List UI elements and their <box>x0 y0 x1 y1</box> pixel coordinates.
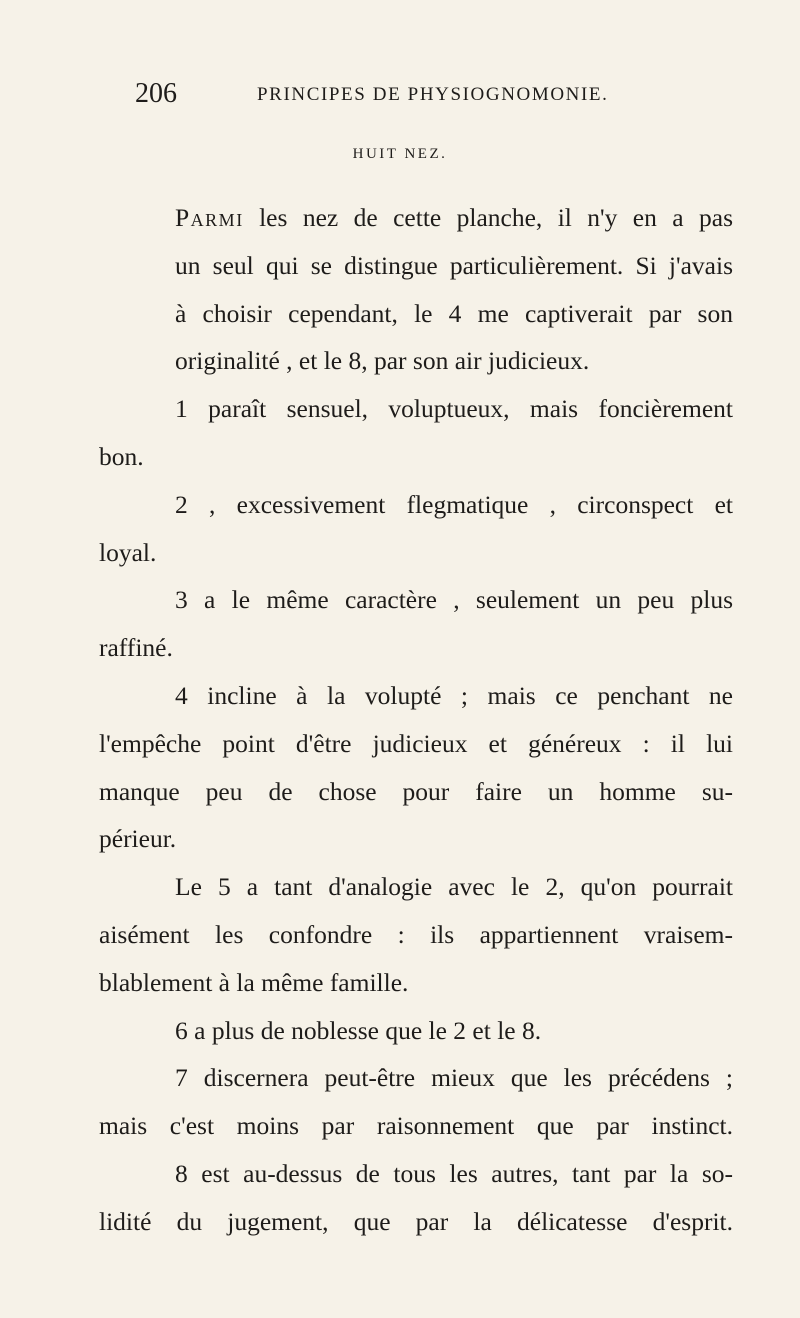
text-line: bon. <box>99 441 144 471</box>
paragraph-3 <box>99 481 733 577</box>
text-line: 8 est au-dessus de tous les autres, tant par la so- <box>175 1158 733 1188</box>
text-line: lidité du jugement, que par la délicatesse d'esprit. <box>99 1206 733 1236</box>
section-title: HUIT NEZ. <box>352 146 448 162</box>
text-line: l'empêche point d'être judicieux et généreux : il lui <box>99 728 733 758</box>
text-line: Parmi les nez de cette planche, il n'y en a pas <box>175 203 733 232</box>
paragraph-7 <box>137 1007 733 1055</box>
text-line: mais c'est moins par raisonnement que par instinct. <box>99 1111 733 1141</box>
text-line: raffiné. <box>99 633 173 663</box>
text-line: manque peu de chose pour faire un homme su- <box>99 776 733 806</box>
page-number: 206 <box>135 78 177 109</box>
running-head: PRINCIPES DE PHYSIOGNOMONIE. <box>257 84 609 105</box>
text-line: loyal. <box>99 537 157 567</box>
paragraph-5 <box>99 672 733 863</box>
paragraph-9 <box>99 1150 733 1246</box>
text-line: blablement à la même famille. <box>99 967 409 997</box>
page-header <box>135 78 755 108</box>
paragraph-4 <box>99 576 733 672</box>
paragraph-2 <box>99 385 733 481</box>
text-line: un seul qui se distingue particulièrement. Si j'avais <box>175 250 733 280</box>
text-line: 1 paraît sensuel, voluptueux, mais foncièrement <box>175 394 733 424</box>
paragraph-8 <box>99 1054 733 1150</box>
text-line: 7 discernera peut-être mieux que les précédens ; <box>175 1063 733 1093</box>
text-line: périeur. <box>99 824 177 854</box>
paragraph-1 <box>137 194 733 385</box>
text-line: 6 a plus de noblesse que le 2 et le 8. <box>175 1015 542 1045</box>
text-line: Le 5 a tant d'analogie avec le 2, qu'on pourrait <box>175 872 733 902</box>
text-line: aisément les confondre : ils appartiennent vraisem- <box>99 919 733 949</box>
body-text <box>99 194 733 1246</box>
paragraph-6 <box>99 863 733 1006</box>
text-line: à choisir cependant, le 4 me captiverait par son <box>175 298 733 328</box>
text-line: originalité , et le 8, par son air judicieux. <box>175 346 590 376</box>
lead-word: Parmi <box>175 203 244 232</box>
text-line: 4 incline à la volupté ; mais ce penchant ne <box>175 680 733 710</box>
text-line: 3 a le même caractère , seulement un peu plus <box>175 585 733 615</box>
text-line: 2 , excessivement flegmatique , circonspect et <box>175 489 733 519</box>
